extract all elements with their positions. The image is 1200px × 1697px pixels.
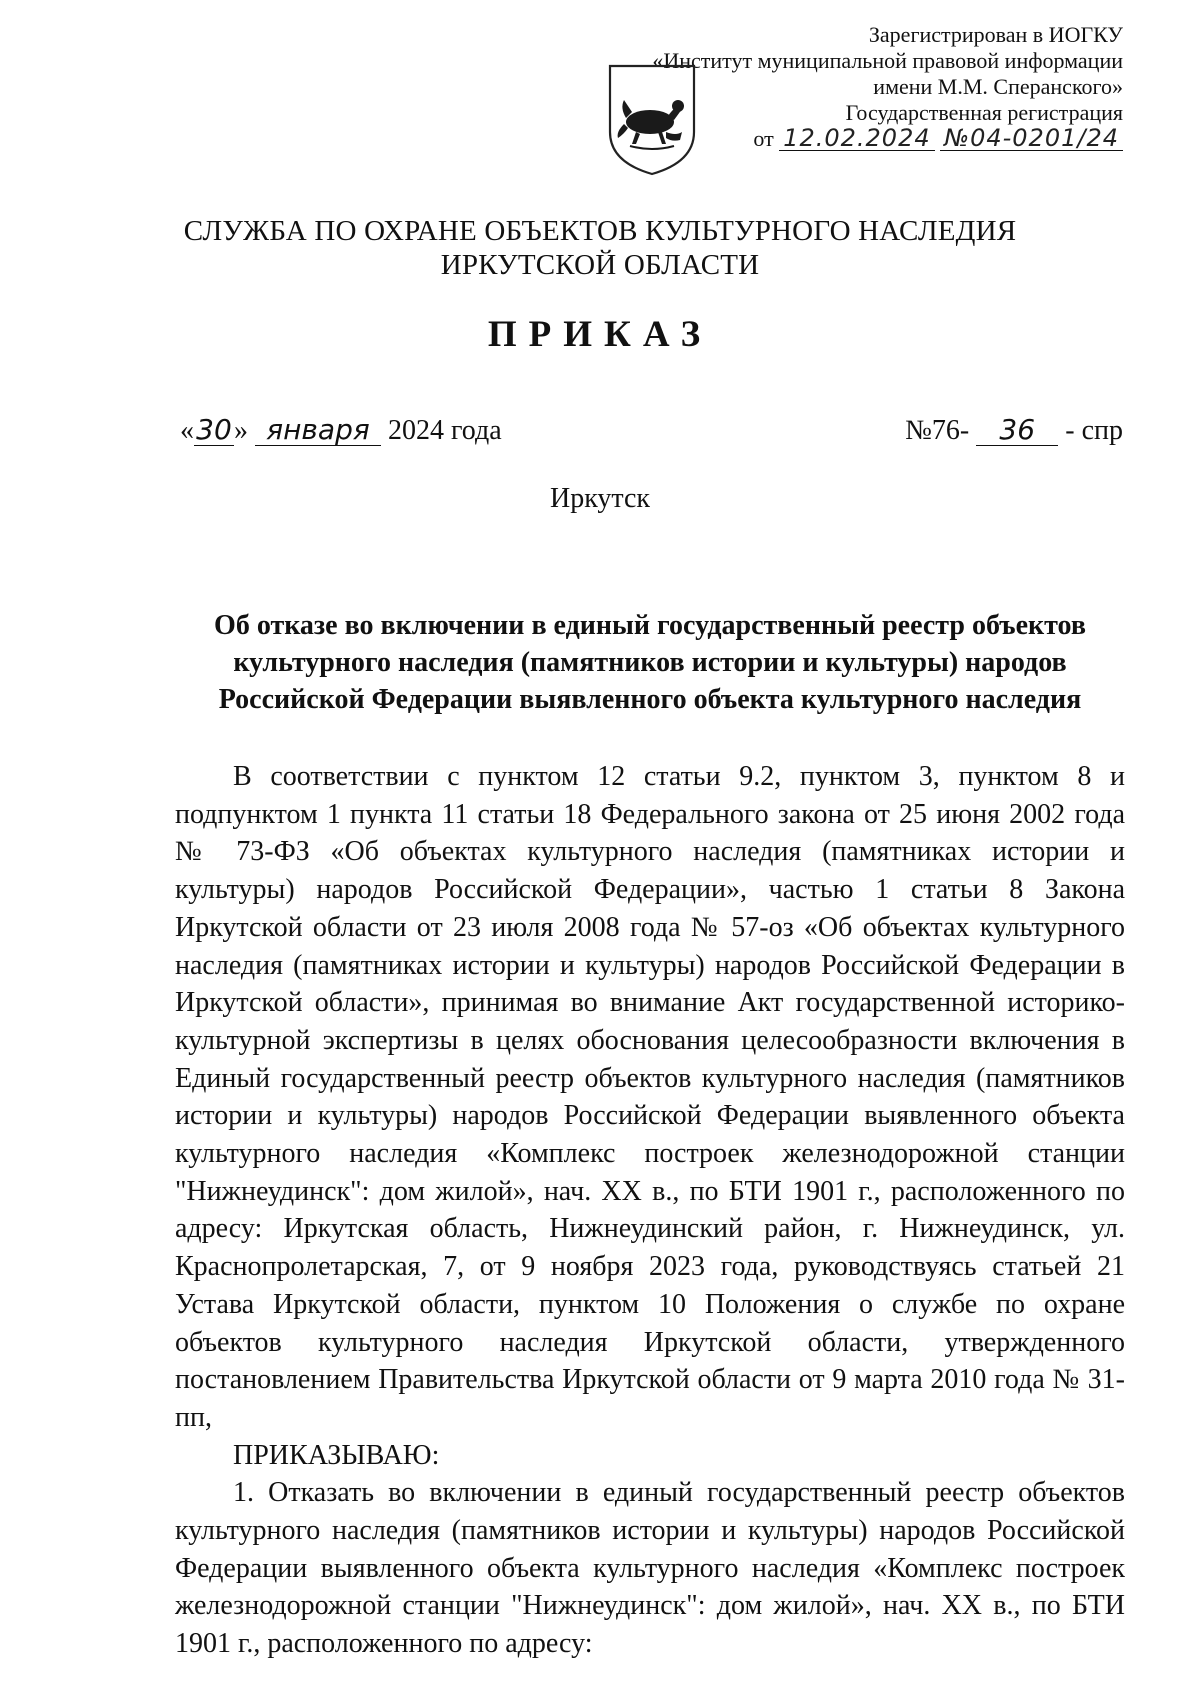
date-open-quote: « [180, 415, 194, 446]
heading-line-1: Об отказе во включении в единый государственный реестр объектов [214, 610, 1086, 641]
registration-prefix: от [753, 126, 774, 151]
registration-line-4: Государственная регистрация [845, 100, 1123, 125]
agency-line-2: ИРКУТСКОЙ ОБЛАСТИ [440, 249, 760, 281]
date-day-handwritten: 30 [194, 415, 234, 446]
date-year: 2024 года [388, 415, 502, 446]
agency-line-1: СЛУЖБА ПО ОХРАНЕ ОБЪЕКТОВ КУЛЬТУРНОГО НАСЛЕДИЯ [183, 215, 1017, 247]
registration-line-3: имени М.М. Сперанского» [873, 74, 1123, 99]
registration-line-1: Зарегистрирован в ИОГКУ [868, 22, 1123, 47]
city: Иркутск [549, 483, 651, 514]
agency-name [0, 214, 1200, 282]
registration-line-2: «Институт муниципальной правовой информации [652, 48, 1123, 73]
registration-number-handwritten: №04-0201/24 [940, 126, 1123, 151]
registration-date-handwritten: 12.02.2024 [779, 126, 934, 151]
order-title: ПРИКАЗ [487, 314, 713, 355]
order-heading [175, 607, 1125, 718]
body-paragraph-preamble: В соответствии с пунктом 12 статьи 9.2, пунктом 3, пунктом 8 и подпунктом 1 пункта 11 статьи 18 Федерального закона от 25 июня 2002 года № 73-ФЗ «Об объектах культурного наследия (памятниках истории и культуры) народов Российской Федерации», частью 1 статьи 8 Закона Иркутской области от 23 июля 2008 года № 57-оз «Об объектах культурного наследия (памятниках истории и культуры) народов Российской Федерации в Иркутской области», принимая во внимание Акт государственной историко-культурной экспертизы в целях обоснования целесообразности включения в Единый государственный реестр объектов культурного наследия (памятников истории и культуры) народов Российской Федерации выявленного объекта культурного наследия «Комплекс построек железнодорожной станции "Нижнеудинск": дом жилой», нач. XX в., по БТИ 1901 г., расположенного по адресу: Иркутская область, Нижнеудинский район, г. Нижнеудинск, ул. Краснопролетарская, 7, от 9 ноября 2023 года, руководствуясь статьей 21 Устава Иркутской области, пунктом 10 Положения о службе по охране объектов культурного наследия Иркутской области, утвержденного постановлением Правительства Иркутской области от 9 марта 2010 года № 31-пп, [175, 761, 1125, 1433]
coat-of-arms-icon [606, 62, 698, 178]
heading-line-2: культурного наследия (памятников истории и культуры) народов [233, 647, 1067, 678]
date-close-quote: » [234, 415, 248, 446]
order-body [175, 758, 1125, 1663]
body-paragraph-item-1: 1. Отказать во включении в единый государственный реестр объектов культурного наследия (памятников истории и культуры) народов Российской Федерации выявленного объекта культурного наследия «Комплекс построек железнодорожной станции "Нижнеудинск": дом жилой», нач. XX в., по БТИ 1901 г., расположенного по адресу: [175, 1477, 1125, 1660]
number-suffix: - спр [1065, 415, 1123, 446]
number-handwritten: 36 [976, 415, 1058, 446]
order-number [905, 415, 1123, 447]
number-prefix: №76- [905, 415, 970, 446]
order-date [180, 415, 502, 447]
body-order-word: ПРИКАЗЫВАЮ: [233, 1439, 440, 1471]
heading-line-3: Российской Федерации выявленного объекта культурного наследия [218, 684, 1082, 715]
date-month-handwritten: января [255, 415, 381, 446]
